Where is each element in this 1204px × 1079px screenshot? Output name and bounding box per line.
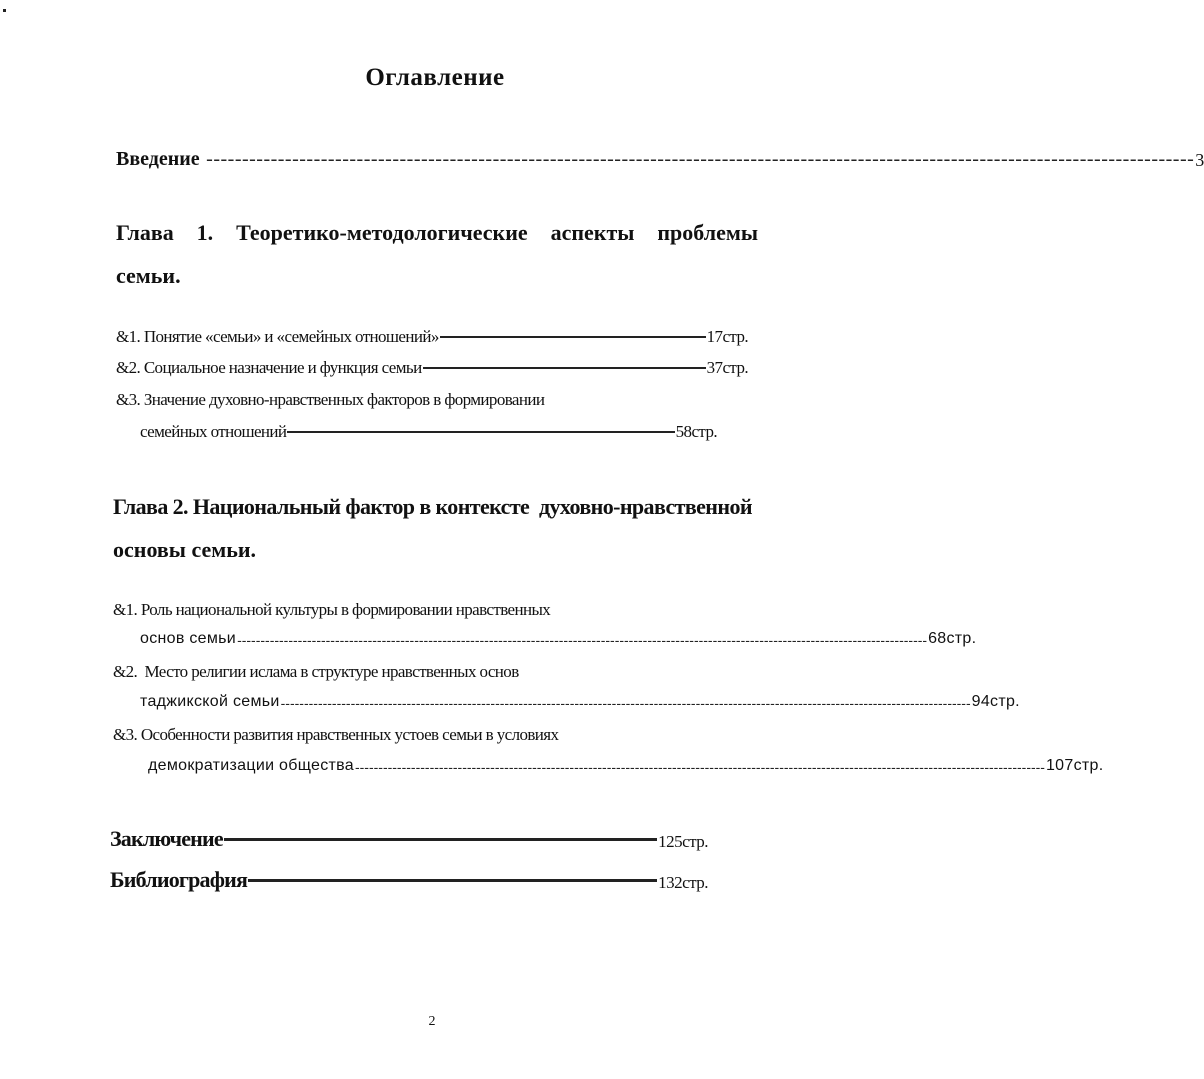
chapter-1-heading[interactable] bbox=[116, 211, 758, 297]
toc-entry-2-2-line1[interactable]: &2. Место религии ислама в структуре нравственных основ bbox=[113, 662, 519, 681]
toc-entry-page: 94стр. bbox=[971, 693, 1020, 710]
toc-entry-page: 107стр. bbox=[1045, 757, 1104, 774]
toc-entry-2-1[interactable] bbox=[140, 630, 977, 648]
page-number: 2 bbox=[428, 1014, 436, 1029]
toc-entry-label: Библиография bbox=[110, 867, 248, 892]
leader-line bbox=[287, 431, 674, 433]
toc-entry-label: Введение bbox=[116, 148, 200, 170]
word: 1. bbox=[196, 220, 214, 245]
toc-entry-page: 125стр. bbox=[658, 832, 708, 851]
leader-dashes: ---------------------------------------------------------------------------------------------------------------------------------------------------- bbox=[237, 632, 928, 648]
toc-entry-1-2[interactable] bbox=[116, 358, 748, 378]
toc-entry-page: 37стр. bbox=[706, 358, 748, 377]
page-title: Оглавление bbox=[365, 64, 505, 91]
toc-entry-2-1-line1[interactable]: &1. Роль национальной культуры в формировании нравственных bbox=[113, 600, 551, 619]
leader-dashes: ------------------------------------------------------------------------------------------------------------------------------------------ bbox=[200, 148, 1195, 170]
leader-line bbox=[423, 367, 706, 369]
word: Глава bbox=[116, 220, 174, 245]
word: проблемы bbox=[657, 220, 758, 245]
toc-entry-label: Заключение bbox=[110, 826, 223, 851]
toc-entry-1-3[interactable] bbox=[140, 422, 717, 442]
chapter-1-title-line1 bbox=[116, 211, 758, 254]
toc-entry-intro[interactable] bbox=[116, 148, 1204, 171]
toc-entry-label: основ семьи bbox=[140, 630, 237, 647]
toc-entry-bibliography[interactable] bbox=[110, 867, 708, 893]
toc-entry-page: 68стр. bbox=[928, 630, 977, 647]
toc-entry-1-1[interactable] bbox=[116, 327, 748, 347]
toc-entry-2-3-line1[interactable]: &3. Особенности развития нравственных устоев семьи в условиях bbox=[113, 725, 559, 744]
word: Теоретико-методологические bbox=[236, 220, 528, 245]
toc-entry-1-3-line1[interactable]: &3. Значение духовно-нравственных факторов в формировании bbox=[116, 390, 545, 409]
toc-entry-page: 3 bbox=[1195, 150, 1204, 170]
toc-entry-page: 58стр. bbox=[675, 422, 717, 441]
leader-line bbox=[248, 879, 657, 882]
leader-line bbox=[224, 838, 657, 841]
toc-entry-label: семейных отношений bbox=[140, 422, 287, 441]
leader-line bbox=[440, 336, 706, 338]
chapter-2-title-line1: Глава 2. Национальный фактор в контексте духовно-нравственной bbox=[113, 494, 752, 519]
chapter-1-title-line2: семьи. bbox=[116, 263, 181, 288]
toc-entry-2-3[interactable] bbox=[148, 757, 1104, 775]
leader-dashes: ---------------------------------------------------------------------------------------------------------------------------------------------------- bbox=[354, 759, 1045, 775]
toc-entry-2-2[interactable] bbox=[140, 693, 1020, 711]
toc-entry-label: таджикской семьи bbox=[140, 693, 280, 710]
chapter-2-title-line2: основы семьи. bbox=[113, 537, 257, 562]
toc-entry-page: 132стр. bbox=[658, 873, 708, 892]
scan-mark bbox=[3, 9, 6, 12]
toc-entry-conclusion[interactable] bbox=[110, 826, 708, 852]
toc-entry-label: &1. Понятие «семьи» и «семейных отношений» bbox=[116, 327, 439, 346]
word: аспекты bbox=[550, 220, 635, 245]
toc-entry-page: 17стр. bbox=[706, 327, 748, 346]
toc-entry-label: демократизации общества bbox=[148, 757, 354, 774]
leader-dashes: ---------------------------------------------------------------------------------------------------------------------------------------------------- bbox=[280, 695, 971, 711]
toc-entry-label: &2. Социальное назначение и функция семьи bbox=[116, 358, 422, 377]
chapter-2-heading[interactable] bbox=[113, 485, 758, 571]
